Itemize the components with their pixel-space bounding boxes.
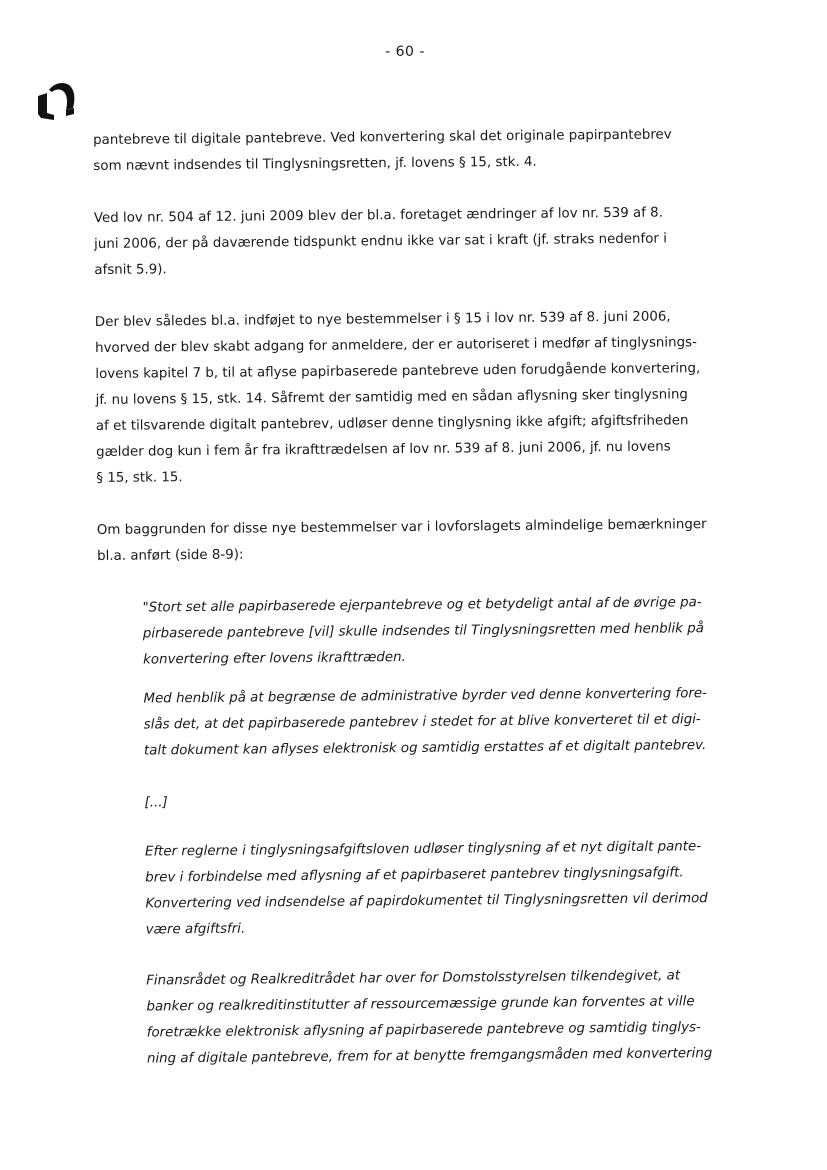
text-line: Der blev således bl.a. indføjet to nye bestemmelser i § 15 i lov nr. 539 af 8. juni 2006, xyxy=(94,309,671,330)
text-line: som nævnt indsendes til Tinglysningsretten, jf. lovens § 15, stk. 4. xyxy=(93,154,537,174)
text-line: banker og realkreditinstitutter af ressourcemæssige grunde kan forventes at ville xyxy=(146,994,695,1015)
quote-paragraph xyxy=(146,963,727,1073)
body-text xyxy=(93,122,718,1067)
text-line: Finansrådet og Realkreditrådet har over for Domstolsstyrelsen tilkendegivet, at xyxy=(146,968,681,989)
text-line: Ved lov nr. 504 af 12. juni 2009 blev der bl.a. foretaget ændringer af lov nr. 539 af 8. xyxy=(93,205,664,226)
text-line: jf. nu lovens § 15, stk. 14. Såfremt der samtidig med en sådan aflysning sker tinglysning xyxy=(95,387,688,408)
text-line: slås det, at det papirbaserede pantebrev i stedet for at blive konverteret til et digi- xyxy=(143,712,701,733)
text-line: foretrække elektronisk aflysning af papirbaserede pantebreve og samtidig tinglys- xyxy=(146,1020,701,1041)
text-line: af et tilsvarende digitalt pantebrev, udløser denne tinglysning ikke afgift; afgiftsfriheden xyxy=(95,413,689,434)
text-line: Efter reglerne i tinglysningsafgiftsloven udløser tinglysning af et nyt digitalt pante- xyxy=(144,839,702,860)
text-line: pirbaserede pantebreve [vil] skulle indsendes til Tinglysningsretten med henblik på xyxy=(142,621,704,642)
text-line: hvorved der blev skabt adgang for anmeldere, der er autoriseret i medfør af tinglysnings- xyxy=(95,335,697,356)
text-line: juni 2006, der på daværende tidspunkt endnu ikke var sat i kraft (jf. straks nedenfor i xyxy=(94,231,667,252)
quote-omission xyxy=(144,785,724,817)
paragraph xyxy=(97,512,722,570)
text-line: Om baggrunden for disse nye bestemmelser var i lovforslagets almindelige bemærkninger xyxy=(96,517,707,538)
text-line: "Stort set alle papirbaserede ejerpantebreve og et betydeligt antal af de øvrige pa- xyxy=(142,595,702,616)
text-line: talt dokument kan aflyses elektronisk og samtidig erstattes af et digitalt pantebrev. xyxy=(143,738,707,759)
text-line: § 15, stk. 15. xyxy=(96,470,183,486)
quote-paragraph xyxy=(143,681,724,765)
quote-paragraph xyxy=(142,590,723,674)
page-number: - 60 - xyxy=(385,44,425,60)
court-seal-logo-icon xyxy=(36,80,76,120)
text-line: [...] xyxy=(144,795,168,811)
paragraph xyxy=(95,304,722,492)
text-line: brev i forbindelse med aflysning af et papirbaseret pantebrev tinglysningsafgift. xyxy=(145,865,684,886)
text-line: konvertering efter lovens ikrafttræden. xyxy=(143,650,406,668)
quote-paragraph xyxy=(145,834,726,944)
text-line: pantebreve til digitale pantebreve. Ved konvertering skal det originale papirpantebrev xyxy=(93,127,672,148)
text-line: være afgiftsfri. xyxy=(145,921,246,938)
text-line: Med henblik på at begrænse de administrative byrder ved denne konvertering fore- xyxy=(143,686,708,707)
paragraph xyxy=(94,200,720,284)
text-line: Konvertering ved indsendelse af papirdokumentet til Tinglysningsretten vil derimod xyxy=(145,891,708,912)
text-line: bl.a. anført (side 8-9): xyxy=(97,547,244,564)
paragraph xyxy=(93,122,718,180)
text-line: ning af digitale pantebreve, frem for at benytte fremgangsmåden med konvertering xyxy=(146,1046,713,1067)
text-line: afsnit 5.9). xyxy=(94,262,167,278)
text-line: gælder dog kun i fem år fra ikrafttrædelsen af lov nr. 539 af 8. juni 2006, jf. nu lovens xyxy=(96,439,671,460)
text-line: lovens kapitel 7 b, til at aflyse papirbaserede pantebreve uden forudgående konvertering, xyxy=(95,361,701,382)
